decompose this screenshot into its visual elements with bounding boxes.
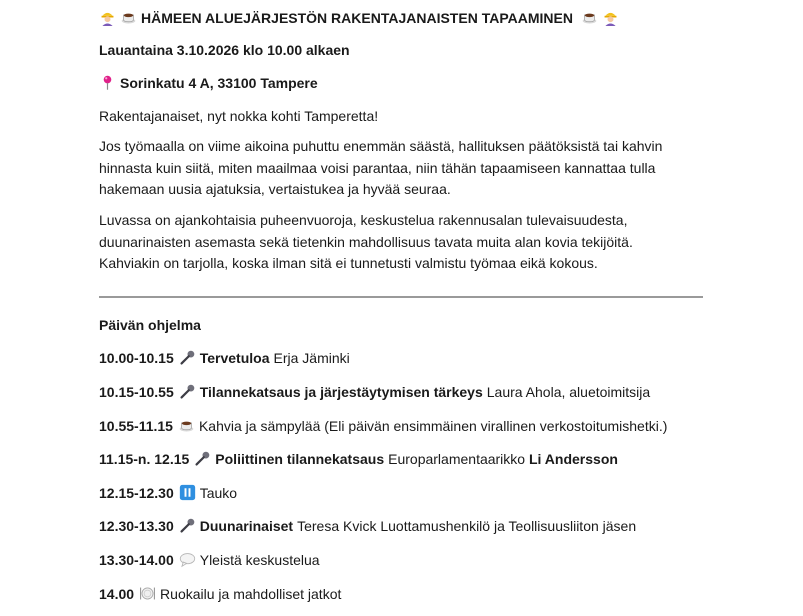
- speech-bubble-icon: [179, 551, 196, 568]
- program-item: [99, 348, 350, 368]
- program-item-title: Tilannekatsaus ja järjestäytymisen tärkeys: [199, 384, 483, 400]
- coffee-icon: [120, 9, 137, 26]
- program-item: [99, 382, 650, 402]
- intro-paragraph-3: [99, 210, 705, 275]
- coffee-icon: [178, 417, 195, 434]
- plate-icon: [139, 585, 156, 602]
- coffee-icon: [581, 9, 598, 26]
- worker-woman-icon: [99, 9, 116, 26]
- program-item-time: 14.00: [99, 586, 135, 602]
- program-item-speaker: Li Andersson: [528, 451, 618, 467]
- event-date: Lauantaina 3.10.2026 klo 10.00 alkaen: [99, 42, 350, 58]
- program-item: [99, 449, 618, 469]
- microphone-icon: [179, 517, 196, 534]
- section-divider: [99, 296, 703, 298]
- program-item-time: 10.55-11.15: [99, 418, 173, 434]
- intro-paragraph-2-line: hakemaan uusia ajatuksia, vertaistukea ja hyvää seuraa.: [99, 181, 451, 197]
- program-item-detail: Kahvia ja sämpylää (Eli päivän ensimmäinen virallinen verkostoitumishetki.): [198, 418, 668, 434]
- program-item-time: 13.30-14.00: [99, 552, 174, 568]
- program-item: [99, 550, 320, 570]
- worker-woman-icon: [602, 9, 619, 26]
- program-item-detail: Teresa Kvick Luottamushenkilö ja Teollisuusliiton jäsen: [297, 518, 637, 534]
- program-item-time: 10.15-10.55: [99, 384, 174, 400]
- program-item-detail: Yleistä keskustelua: [199, 552, 320, 568]
- microphone-icon: [179, 383, 196, 400]
- event-location: Sorinkatu 4 A, 33100 Tampere: [120, 75, 318, 91]
- microphone-icon: [194, 450, 211, 467]
- program-item-time: 12.15-12.30: [99, 485, 174, 501]
- program-item-title: Poliittinen tilannekatsaus: [215, 451, 385, 467]
- intro-paragraph-2-line: hinnasta kuin siitä, miten maailmaa voisi parantaa, niin tähän tapaamiseen kannattaa tulla: [99, 159, 656, 176]
- event-title-row: [99, 8, 623, 28]
- program-item-title: Duunarinaiset: [199, 518, 294, 534]
- program-item: [99, 516, 636, 536]
- event-title: HÄMEEN ALUEJÄRJESTÖN RAKENTAJANAISTEN TAPAAMINEN: [141, 10, 573, 26]
- program-item-detail: Ruokailu ja mahdolliset jatkot: [160, 586, 342, 602]
- intro-paragraph-2: [99, 136, 705, 201]
- program-item: [99, 483, 237, 503]
- program-item-detail: Erja Jäminki: [273, 350, 350, 366]
- program-item: [99, 584, 341, 604]
- intro-paragraph-1: Rakentajanaiset, nyt nokka kohti Tamperetta!: [99, 108, 379, 124]
- pushpin-icon: [99, 74, 116, 91]
- program-heading: Päivän ohjelma: [99, 317, 201, 333]
- event-location-row: [99, 73, 318, 93]
- intro-paragraph-3-line: duunarinaisten asemasta sekä tietenkin mahdollisuus tavata muita alan kovia tekijöitä.: [99, 233, 633, 250]
- pause-icon: [179, 484, 196, 501]
- program-item-detail: Laura Ahola, aluetoimitsija: [486, 384, 651, 400]
- program-item-detail: Europarlamentaarikko: [388, 451, 526, 467]
- program-item-time: 11.15-n. 12.15: [99, 451, 190, 467]
- microphone-icon: [179, 349, 196, 366]
- program-item-time: 12.30-13.30: [99, 518, 174, 534]
- program-item-title: Tervetuloa: [199, 350, 270, 366]
- program-item-detail: Tauko: [199, 485, 238, 501]
- program-item: [99, 416, 667, 436]
- intro-paragraph-2-line: Jos työmaalla on viime aikoina puhuttu enemmän säästä, hallituksen päätöksistä tai kahvin: [99, 138, 663, 154]
- intro-paragraph-3-line: Kahviakin on tarjolla, koska ilman sitä ei tunnetusti valmistu työmaa eikä kokous.: [99, 255, 598, 271]
- intro-paragraph-3-line: Luvassa on ajankohtaisia puheenvuoroja, keskustelua rakennusalan tulevaisuudesta,: [99, 212, 628, 228]
- program-item-time: 10.00-10.15: [99, 350, 174, 366]
